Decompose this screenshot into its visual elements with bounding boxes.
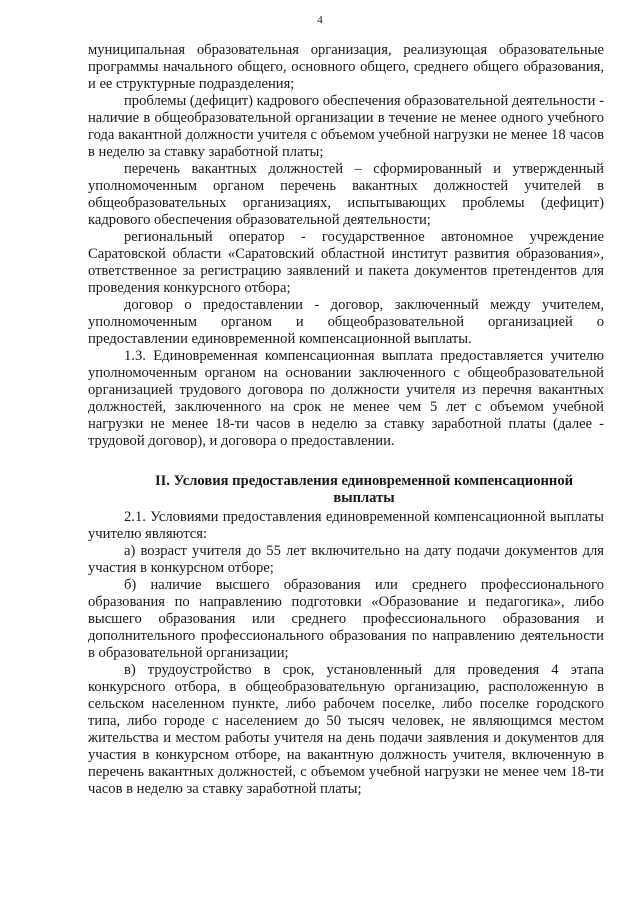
paragraph-clause-2-1: 2.1. Условиями предоставления единовременной компенсационной выплаты учителю являются:: [88, 509, 604, 542]
document-body: [88, 42, 604, 798]
section-heading: II. Условия предоставления единовременной компенсационной выплаты: [154, 473, 574, 506]
paragraph-definition-organization: муниципальная образовательная организация, реализующая образовательные программы начального общего, основного общего, среднего общего образования, и ее структурные подразделения;: [88, 42, 604, 92]
paragraph-definition-staffing-problems: проблемы (дефицит) кадрового обеспечения образовательной деятельности - наличие в общеобразовательной организации в течение не менее одного учебного года вакантной должности учителя с объемом учебной нагрузки не менее 18 часов в неделю за ставку заработной платы;: [88, 93, 604, 160]
paragraph-definition-grant-agreement: договор о предоставлении - договор, заключенный между учителем, уполномоченным органом и общеобразовательной организацией о предоставлении единовременной компенсационной выплаты.: [88, 297, 604, 347]
page-number: 4: [317, 14, 323, 26]
paragraph-definition-regional-operator: региональный оператор - государственное автономное учреждение Саратовской области «Саратовский областной институт развития образования», ответственное за регистрацию заявлений и пакета документов претендентов для проведения конкурсного отбора;: [88, 229, 604, 296]
paragraph-clause-1-3: 1.3. Единовременная компенсационная выплата предоставляется учителю уполномоченным органом на основании заключенного с общеобразовательной организацией трудового договора по должности учителя из перечня вакантных должностей, заключенного на срок не менее чем 5 лет с объемом учебной нагрузки не менее 18-ти часов в неделю за ставку заработной платы (далее - трудовой договор), и договора о предоставлении.: [88, 348, 604, 449]
paragraph-condition-a: а) возраст учителя до 55 лет включительно на дату подачи документов для участия в конкурсном отборе;: [88, 543, 604, 576]
paragraph-condition-b: б) наличие высшего образования или среднего профессионального образования по направлению подготовки «Образование и педагогика», либо высшего образования или среднего профессионального образования и дополнительного профессионального образования по направлению деятельности в образовательной организации;: [88, 577, 604, 661]
paragraph-condition-c: в) трудоустройство в срок, установленный для проведения 4 этапа конкурсного отбора, в общеобразовательную организацию, расположенную в сельском населенном пункте, либо рабочем поселке, либо поселке городского типа, либо городе с населением до 50 тысяч человек, не являющимся местом жительства и местом работы учителя на день подачи заявления и документов для участия в конкурсном отборе, на вакантную должность учителя, включенную в перечень вакантных должностей, с объемом учебной нагрузки не менее чем 18-ти часов в неделю за ставку заработной платы;: [88, 662, 604, 797]
paragraph-definition-vacancy-list: перечень вакантных должностей – сформированный и утвержденный уполномоченным органом перечень вакантных должностей учителей в общеобразовательных организациях, испытывающих проблемы (дефицит) кадрового обеспечения образовательной деятельности;: [88, 161, 604, 228]
